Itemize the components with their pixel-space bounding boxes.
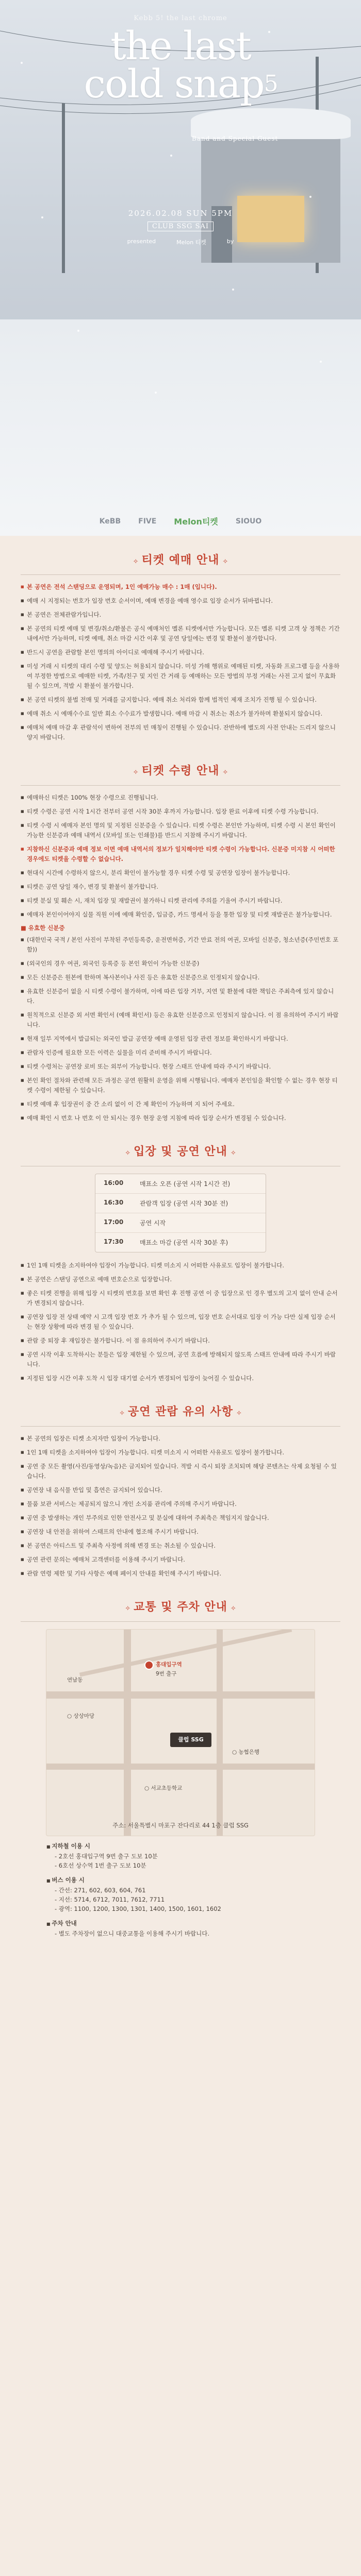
road xyxy=(217,1630,223,1836)
note-item: ■ 예매하신 티켓은 100% 현장 수령으로 진행됩니다. xyxy=(21,793,340,803)
location-section: ✧ 교통 및 주차 안내 ✧ 홍대입구역 9번 출구 연남동 ○ 상상마당 클럽 SSG ○ 농협은행 ○ 서교초등학교 주소: 서울특별시 마포구 잔다리로 44 1층 클럽 SSG ■ 지하철 이용 시 - 2호선 홍대입구역 9번 출구 도보 10분 - 6호선 상수역 1번 출구 도보 10분 ■ 버스 이용 시 - 간선: 271, 602, 603, 604, 761 - 지선: 5714, 6712, 7011, 7612, 7711 - 광역: 1100, 1200, 1300, 1301, 1400, 1500, 1601, 1602 ■ 주차 안내 - 별도 주차장이 없으니 대중교통을 이용해 주시기 바랍니다. xyxy=(0,1583,361,1938)
event-date: 2026.02.08 SUN 5PM xyxy=(128,209,233,218)
schedule-event: 공연 시작 xyxy=(140,1219,166,1227)
transport-value: - 2호선 홍대입구역 9번 출구 도보 10분 - 6호선 상수역 1번 출구 도보 10분 xyxy=(55,1853,158,1869)
map-label-school: ○ 서교초등학교 xyxy=(144,1785,183,1791)
utility-pole xyxy=(62,103,65,273)
transport-value: - 별도 주차장이 없으니 대중교통을 이용해 주시기 바랍니다. xyxy=(55,1930,210,1937)
title-number: 5 xyxy=(264,71,277,97)
hero-title xyxy=(0,23,361,107)
note-item: ■ 유효한 신분증이 없을 시 티켓 수령이 불가하며, 이에 따른 입장 거부, 지연 및 환불에 대한 책임은 주최측에 있지 않습니다. xyxy=(21,987,340,1006)
schedule-event: 관람객 입장 (공연 시작 30분 전) xyxy=(140,1200,228,1207)
snowfield xyxy=(0,319,361,536)
note-item: ■ 본 공연은 아티스트 및 주최측 사정에 의해 변경 또는 취소될 수 있습니다. xyxy=(21,1541,340,1551)
note-item: ■ 티켓 분실 및 훼손 시, 재치 입장 및 재발권이 불가하니 티켓 관리에 주의를 기울여 주시기 바랍니다. xyxy=(21,896,340,906)
section-title: 티켓 수령 안내 xyxy=(141,765,220,777)
note-item: ■ (대한민국 국적 / 본인 사진이 부착된 주민등록증, 운전면허증, 기간 만료 전의 여권, 모바일 신분증, 청소년증(주민번호 포함)) xyxy=(21,935,340,955)
note-item: ■ 관람 중 퇴장 후 재입장은 불가합니다. 이 점 유의하여 주시기 바랍니다. xyxy=(21,1336,340,1346)
schedule-event: 매표소 마감 (공연 시작 30분 후) xyxy=(140,1239,228,1246)
title-line-1: the last xyxy=(110,23,251,69)
note-item: ■ 본 공연의 입장은 티켓 소지자만 입장이 가능합니다. xyxy=(21,1434,340,1444)
note-item: ■ 본 공연 티켓의 불법 전매 및 거래를 금지합니다. 예매 취소 처리와 함께 법적인 제재 조치가 진행 될 수 있습니다. xyxy=(21,695,340,705)
hero-poster xyxy=(0,0,361,536)
section-title: 티켓 예매 안내 xyxy=(141,554,220,567)
schedule-event: 매표소 오픈 (공연 시작 1시간 전) xyxy=(140,1180,231,1188)
note-item: ■ 물품 보관 서비스는 제공되지 않으니 개인 소지품 관리에 주의해 주시기 바랍니다. xyxy=(21,1499,340,1509)
note-item: ■ 공연 중 발생하는 개인 부주의로 인한 안전사고 및 분실에 대하여 주최측은 책임지지 않습니다. xyxy=(21,1513,340,1523)
note-item: ■ 공연장 내 음식물 반입 및 흡연은 금지되어 있습니다. xyxy=(21,1485,340,1495)
melon-ticket-logo: Melon티켓 xyxy=(174,517,218,527)
note-item: ■ 본 공연의 티켓 예매 및 변경/취소/환불은 공식 예매처인 멜론 티켓에서만 가능합니다. 모든 멜론 티켓 고객 상 정책은 기간 내에서만 가능하며, 티켓 예매, 취소 마감 시간 이후 및 공연 당일에는 변경 및 환불이 불가합니다. xyxy=(21,624,340,643)
note-item: ■ 지정된 입장 시간 이후 도착 시 입장 대기열 순서가 변경되어 입장이 늦어질 수 있습니다. xyxy=(21,1374,340,1383)
note-item: ■ 관람 연령 제한 및 기타 사항은 예매 페이지 안내를 확인해 주시기 바랍니다. xyxy=(21,1569,340,1579)
schedule-time: 17:00 xyxy=(104,1218,124,1226)
map-label-cafe: ○ 상상마당 xyxy=(67,1713,95,1719)
note-item: ■ 예매자 본인이어야지 실물 직원 이에 예매 확인증, 입금증, 카드 명세서 등을 통한 입장 및 티켓 재발권은 불가능합니다. xyxy=(21,910,340,920)
schedule-row xyxy=(95,1174,266,1194)
road xyxy=(124,1630,131,1836)
note-item: ■ 공연장 입장 전 상태 예약 시 고객 입장 번호 가 추가 될 수 있으며, 입장 번호 순서대로 입장 이 가능 다만 실제 입장 순서는 현장 상황에 따라 변경 될 수 있습니다. xyxy=(21,1312,340,1332)
transport-heading: ■ 버스 이용 시 xyxy=(46,1875,315,1886)
note-item: ■ 공연 관련 문의는 예매처 고객센터를 이용해 주시기 바랍니다. xyxy=(21,1555,340,1565)
note-item: ■ 예매 확인 시 번호 나 번호 이 안 되시는 경우 현장 운영 지침에 따라 입장 순서가 변경될 수 있습니다. xyxy=(21,1113,340,1123)
note-item: ■ 본인 확인 절차와 관련해 모든 과정은 공연 원활히 운영을 위해 시행됩니다. 예매자 본인임을 확인할 수 없는 경우 현장 티켓 수령이 제한될 수 있습니다. xyxy=(21,1076,340,1095)
schedule-notes xyxy=(21,1261,340,1383)
note-item: ■ 본 공연은 스탠딩 공연으로 예매 번호순으로 입장합니다. xyxy=(21,1275,340,1284)
schedule-row xyxy=(95,1213,266,1233)
map-label-station: 홍대입구역 xyxy=(156,1662,182,1668)
note-item: ■ 티켓은 공연 당일 재수, 변경 및 환불이 불가합니다. xyxy=(21,882,340,892)
note-item: ■ 티켓 수령은 공연 시작 1시간 전부터 공연 시작 30분 후까지 가능합니다. 입장 완료 이후에 티켓 수령 가능합니다. xyxy=(21,807,340,817)
note-item: ■ 공연 시작 이후 도착하시는 분들은 입장 제한될 수 있으며, 공연 흐름에 방해되지 않도록 스태프 안내에 따라 주시기 바랍니다. xyxy=(21,1350,340,1369)
schedule-row xyxy=(95,1233,266,1252)
map-label-bank: ○ 농협은행 xyxy=(232,1749,260,1755)
note-item: ■ 모든 신분증은 원본에 한하며 복사본이나 사진 등은 유효한 신분증으로 인정되지 않습니다. xyxy=(21,973,340,982)
schedule-time: 17:30 xyxy=(104,1238,124,1245)
road xyxy=(79,1629,292,1677)
note-item: ■ 공연 중 모든 촬영(사진/동영상/녹음)은 금지되어 있습니다. 적발 시 즉시 퇴장 조치되며 해당 콘텐츠는 삭제 요청될 수 있습니다. xyxy=(21,1462,340,1481)
note-item: ■ 관람자 인증에 필요한 모든 이력은 실물을 미리 준비해 주시기 바랍니다. xyxy=(21,1048,340,1058)
note-item: ■ 본 공연은 전석 스탠딩으로 운영되며, 1인 예매가능 매수 : 1매 (입니다). xyxy=(21,582,340,592)
schedule-time: 16:30 xyxy=(104,1199,124,1206)
rules-section: ✧ 공연 관람 유의 사항 ✧ ■ 본 공연의 입장은 티켓 소지자만 입장이 가능합니다. ■ 1인 1매 티켓을 소지하여야 입장이 가능합니다. 티켓 미소지 시 어떠한 사유로도 입장이 불가합니다. ■ 공연 중 모든 촬영(사진/동영상/녹음)은 금지되어 있습니다. 적발 시 즉시 퇴장 조치되며 해당 콘텐츠는 삭제 요청될 수 있습니다. ■ 공연장 내 음식물 반입 및 흡연은 금지되어 있습니다. ■ 물품 보관 서비스는 제공되지 않으니 개인 소지품 관리에 주의해 주시기 바랍니다. ■ 공연 중 발생하는 개인 부주의로 인한 안전사고 및 분실에 대하여 주최측은 책임지지 않습니다. ■ 공연장 내 안전을 위하여 스태프의 안내에 협조해 주시기 바랍니다. ■ 본 공연은 아티스트 및 주최측 사정에 의해 변경 또는 취소될 수 있습니다. ■ 공연 관련 문의는 예매처 고객센터를 이용해 주시기 바랍니다. ■ 관람 연령 제한 및 기타 사항은 예매 페이지 안내를 확인해 주시기 바랍니다. xyxy=(0,1387,361,1579)
ticket-receive-section: ✧ 티켓 수령 안내 ✧ ■ 예매하신 티켓은 100% 현장 수령으로 진행됩니다. ■ 티켓 수령은 공연 시작 1시간 전부터 공연 시작 30분 후까지 가능합니다. 입장 완료 이후에 티켓 수령 가능합니다. ■ 티켓 수령 시 예매자 본인 명의 및 지정된 신분증을 수 있습니다. 티켓 수령은 본인만 가능하며, 티켓 수령 시 본인 확인이 가능한 신분증과 예매 내역서 (모바일 또는 인쇄물)를 반드시 지참해 주시기 바랍니다. ■ 지참하신 신분증과 예매 정보 이면 예매 내역서의 정보가 일치해야만 티켓 수령이 가능합니다. 신분증 미지참 시 어떠한 경우에도 티켓을 수령할 수 없습니다. ■ 현대식 시간에 수령하지 않으시, 분리 확인이 불가능할 경우 티켓 수령 및 공연장 입장이 불가능합니다. ■ 티켓은 공연 당일 재수, 변경 및 환불이 불가합니다. ■ 티켓 분실 및 훼손 시, 재치 입장 및 재발권이 불가하니 티켓 관리에 주의를 기울여 주시기 바랍니다. ■ 예매자 본인이어야지 실물 직원 이에 예매 확인증, 입금증, 카드 명세서 등을 통한 입장 및 티켓 재발권은 불가능합니다. ■ 유효한 신분증 ■ (대한민국 국적 / 본인 사진이 부착된 주민등록증, 운전면허증, 기간 만료 전의 여권, 모바일 신분증, 청소년증(주민번호 포함)) ■ (외국인의 경우 여권, 외국인 등록증 등 본인 확인이 가능한 신분증) ■ 모든 신분증은 원본에 한하며 복사본이나 사진 등은 유효한 신분증으로 인정되지 않습니다. ■ 유효한 신분증이 없을 시 티켓 수령이 불가하며, 이에 따른 입장 거부, 지연 및 환불에 대한 책임은 주최측에 있지 않습니다. ■ 원칙적으로 신분증 외 서면 확인서 (예매 확인서) 등은 유효한 신분증으로 인정되지 않습니다. 이 점 유의하여 주시기 바랍니다. ■ 현재 일부 지역에서 발급되는 외국인 발급 공연장 예매 운영된 입장 관련 정보를 확인하시기 바랍니다. ■ 관람자 인증에 필요한 모든 이력은 실물을 미리 준비해 주시기 바랍니다. ■ 티켓 수령처는 공연장 로비 또는 외부이 가능합니다. 현장 스태프 안내에 따라 주시기 바랍니다. ■ 본인 확인 절차와 관련해 모든 과정은 공연 원활히 운영을 위해 시행됩니다. 예매자 본인임을 확인할 수 없는 경우 현장 티켓 수령이 제한될 수 있습니다. ■ 티켓 예매 후 입장권이 중 간 소리 없이 이 간 제 확인이 가능하며 지 되어 주세요. ■ 예매 확인 시 번호 나 번호 이 안 되시는 경우 현장 운영 지침에 따라 입장 순서가 변경될 수 있습니다. xyxy=(0,747,361,1123)
note-item: ■ 예매처 예매 마감 후 관람석이 변하여 전부의 빈 매칭이 진행될 수 있습니다. 잔반하에 별도의 사전 안내는 드리지 않으니 양지 바랍니다. xyxy=(21,723,340,742)
note-item: ■ 미성 거래 시 티켓의 대리 수령 및 양도는 허용되지 않습니다. 미성 가해 행위로 예매된 티켓, 자동화 프로그램 등을 사용하여 부정한 방법으로 예매한 티켓, 가족/친구 및 지인 간 거래 등 예매하는 모든 방법의 부정 거래는 사전 고지 없이 무효화될 수 있으며, 적발 시 환불이 불가합니다. xyxy=(21,662,340,691)
section-title: 교통 및 주차 안내 xyxy=(134,1601,227,1614)
note-item: ■ 1인 1매 티켓을 소지하여야 입장이 가능합니다. 티켓 미소지 시 어떠한 사유로도 입장이 불가합니다. xyxy=(21,1448,340,1458)
sponsor-logo: SIOUO xyxy=(235,517,262,526)
schedule-time: 16:00 xyxy=(104,1179,124,1187)
note-item: ■ 공연장 내 안전을 위하여 스태프의 안내에 협조해 주시기 바랍니다. xyxy=(21,1527,340,1537)
transport-heading: ■ 지하철 이용 시 xyxy=(46,1841,315,1852)
note-item: ■ 1인 1매 티켓을 소지하여야 입장이 가능합니다. 티켓 미소지 시 어떠한 사유로도 입장이 불가합니다. xyxy=(21,1261,340,1270)
map-label-park: 연남동 xyxy=(67,1677,83,1683)
ticket-info-section: ✧ 티켓 예매 안내 ✧ ■ 본 공연은 전석 스탠딩으로 운영되며, 1인 예매가능 매수 : 1매 (입니다). ■ 예매 시 지정되는 번호가 입장 번호 순서이며, 예매 변경을 예매 영수료 입장 순서가 뒤바뀝니다. ■ 본 공연은 전체관람가입니다. ■ 본 공연의 티켓 예매 및 변경/취소/환불은 공식 예매처인 멜론 티켓에서만 가능합니다. 모든 멜론 티켓 고객 상 정책은 기간 내에서만 가능하며, 티켓 예매, 취소 마감 시간 이후 및 공연 당일에는 변경 및 환불이 불가합니다. ■ 반드시 공연을 관람할 본인 명의의 아이디로 예매해 주시기 바랍니다. ■ 미성 거래 시 티켓의 대리 수령 및 양도는 허용되지 않습니다. 미성 가해 행위로 예매된 티켓, 자동화 프로그램 등을 사용하여 부정한 방법으로 예매한 티켓, 가족/친구 및 지인 간 거래 등 예매하는 모든 방법의 부정 거래는 사전 고지 없이 무효화될 수 있으며, 적발 시 환불이 불가합니다. ■ 본 공연 티켓의 불법 전매 및 거래를 금지합니다. 예매 취소 처리와 함께 법적인 제재 조치가 진행 될 수 있습니다. ■ 예매 취소 시 예매수수료 일반 회소 수수료가 발생합니다. 예매 마감 시 취소는 취소가 불가하며 환불되지 않습니다. ■ 예매처 예매 마감 후 관람석이 변하여 전부의 빈 매칭이 진행될 수 있습니다. 잔반하에 별도의 사전 안내는 드리지 않으니 양지 바랍니다. xyxy=(0,536,361,742)
venue-address: 주소: 서울특별시 마포구 잔다리로 44 1층 클럽 SSG xyxy=(112,1822,249,1829)
note-item: ■ 티켓 수령 시 예매자 본인 명의 및 지정된 신분증을 수 있습니다. 티켓 수령은 본인만 가능하며, 티켓 수령 시 본인 확인이 가능한 신분증과 예매 내역서 (모바일 또는 인쇄물)를 반드시 지참해 주시기 바랍니다. xyxy=(21,821,340,840)
sponsor-logos xyxy=(0,515,361,527)
section-title: 입장 및 공연 안내 xyxy=(134,1145,227,1158)
station-pin-icon xyxy=(144,1660,154,1670)
id-notes xyxy=(21,935,340,1123)
note-item: ■ 원칙적으로 신분증 외 서면 확인서 (예매 확인서) 등은 유효한 신분증으로 인정되지 않습니다. 이 점 유의하여 주시기 바랍니다. xyxy=(21,1010,340,1030)
ticket-info-notes xyxy=(21,582,340,742)
transport-value: - 간선: 271, 602, 603, 604, 761 - 지선: 5714, 6712, 7011, 7612, 7711 - 광역: 1100, 1200, 1300, 1301, 1400, 1500, 1601, 1602 xyxy=(55,1887,221,1912)
note-item: ■ 현재 일부 지역에서 발급되는 외국인 발급 공연장 예매 운영된 입장 관련 정보를 확인하시기 바랍니다. xyxy=(21,1034,340,1044)
transport-info xyxy=(46,1841,315,1938)
map-venue-marker: 클럽 SSG xyxy=(170,1733,211,1747)
id-title: ■ 유효한 신분증 xyxy=(21,924,65,931)
note-item: ■ 좋은 티켓 진행을 위해 입장 시 티켓의 번호를 보면 확인 후 진행 공연 이 중 입장으로 인 경우 별도의 고지 없이 안내 순서가 변경되지 않습니다. xyxy=(21,1289,340,1308)
rules-notes xyxy=(21,1434,340,1579)
note-item: ■ 반드시 공연을 관람할 본인 명의의 아이디로 예매해 주시기 바랍니다. xyxy=(21,648,340,657)
note-item: ■ 티켓 수령처는 공연장 로비 또는 외부이 가능합니다. 현장 스태프 안내에 따라 주시기 바랍니다. xyxy=(21,1062,340,1072)
road xyxy=(46,1764,315,1770)
note-item: ■ 예매 취소 시 예매수수료 일반 회소 수수료가 발생합니다. 예매 마감 시 취소는 취소가 불가하며 환불되지 않습니다. xyxy=(21,709,340,719)
map-label-exit: 9번 출구 xyxy=(156,1671,177,1677)
note-item: ■ 본 공연은 전체관람가입니다. xyxy=(21,610,340,620)
schedule-section: ✧ 입장 및 공연 안내 ✧ 16:00 매표소 오픈 (공연 시작 1시간 전) 16:30 관람객 입장 (공연 시작 30분 전) 17:00 공연 시작 17:30 매표소 마감 (공연 시작 30분 후) ■ 1인 1매 티켓을 소지하여야 입장이 가능합니다. 티켓 미소지 시 어떠한 사유로도 입장이 불가합니다. ■ 본 공연은 스탠딩 공연으로 예매 번호순으로 입장합니다. ■ 좋은 티켓 진행을 위해 입장 시 티켓의 번호를 보면 확인 후 진행 공연 이 중 입장으로 인 경우 별도의 고지 없이 안내 순서가 변경되지 않습니다. ■ 공연장 입장 전 상태 예약 시 고객 입장 번호 가 추가 될 수 있으며, 입장 번호 순서대로 입장 이 가능 다만 실제 입장 순서는 현장 상황에 따라 변경 될 수 있습니다. ■ 관람 중 퇴장 후 재입장은 불가합니다. 이 점 유의하여 주시기 바랍니다. ■ 공연 시작 이후 도착하시는 분들은 입장 제한될 수 있으며, 공연 흐름에 방해되지 않도록 스태프 안내에 따라 주시기 바랍니다. ■ 지정된 입장 시간 이후 도착 시 입장 대기열 순서가 변경되어 입장이 늦어질 수 있습니다. xyxy=(0,1127,361,1383)
presented-by: presented Melon 티켓 by xyxy=(127,238,234,246)
hero-over-title: Kebb 5! the last chrome xyxy=(134,14,227,22)
transport-heading: ■ 주차 안내 xyxy=(46,1919,315,1929)
note-item: ■ 티켓 예매 후 입장권이 중 간 소리 없이 이 간 제 확인이 가능하며 지 되어 주세요. xyxy=(21,1099,340,1109)
section-title: 공연 관람 유의 사항 xyxy=(128,1405,233,1418)
sponsor-logo: FIVE xyxy=(138,517,157,526)
schedule-table xyxy=(95,1174,266,1252)
note-item: ■ (외국인의 경우 여권, 외국인 등록증 등 본인 확인이 가능한 신분증) xyxy=(21,959,340,969)
event-venue: CLUB SSG SAI xyxy=(0,223,361,230)
hero-subtitle: Band and Special Guest xyxy=(192,135,278,142)
schedule-row xyxy=(95,1194,266,1213)
note-item: ■ 예매 시 지정되는 번호가 입장 번호 순서이며, 예매 변경을 예매 영수료 입장 순서가 뒤바뀝니다. xyxy=(21,596,340,606)
road xyxy=(46,1691,315,1699)
ticket-receive-notes xyxy=(21,793,340,920)
note-item: ■ 현대식 시간에 수령하지 않으시, 분리 확인이 불가능할 경우 티켓 수령 및 공연장 입장이 불가능합니다. xyxy=(21,868,340,878)
sponsor-logo: KeBB xyxy=(99,517,121,526)
venue-map[interactable] xyxy=(46,1629,315,1836)
note-item: ■ 지참하신 신분증과 예매 정보 이면 예매 내역서의 정보가 일치해야만 티켓 수령이 가능합니다. 신분증 미지참 시 어떠한 경우에도 티켓을 수령할 수 없습니다. xyxy=(21,844,340,864)
title-line-2: cold snap xyxy=(84,61,264,107)
